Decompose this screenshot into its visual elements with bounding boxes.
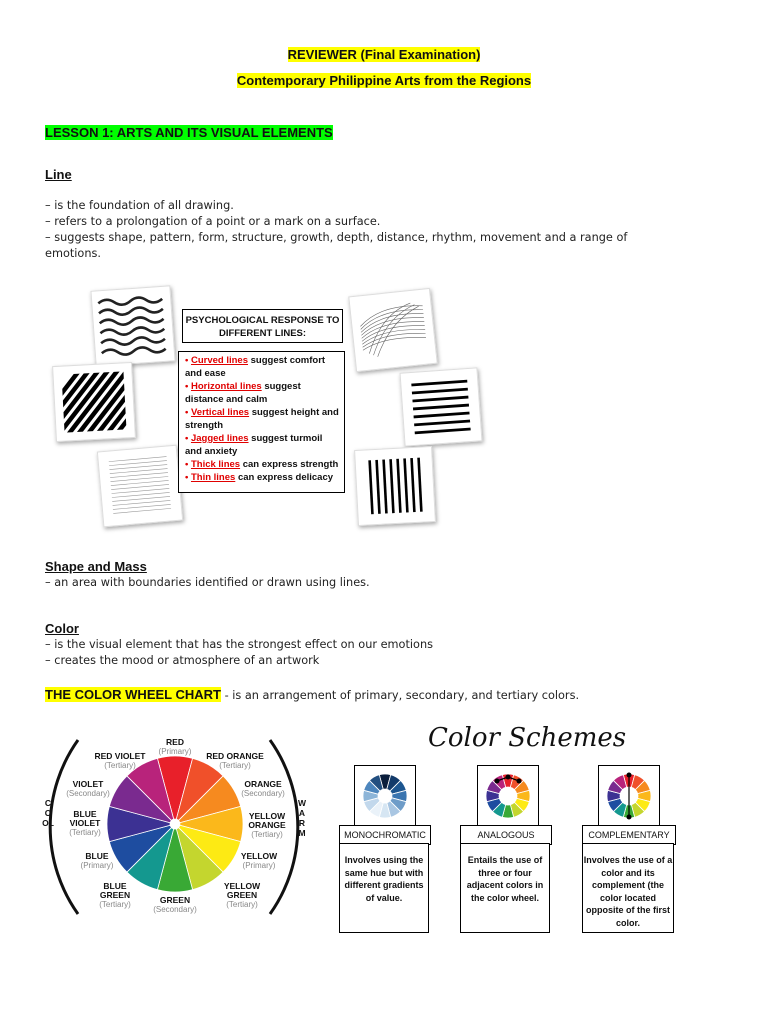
- analogous-icon: [477, 765, 539, 827]
- wheel-label-orange: ORANGE (Secondary): [241, 779, 285, 798]
- wheel-label-red-orange: RED ORANGE (Tertiary): [206, 751, 264, 770]
- wheel-label-yellow-green: YELLOW GREEN (Tertiary): [223, 881, 261, 909]
- monochromatic-label: MONOCHROMATIC: [339, 825, 431, 845]
- psych-item: • Jagged lines suggest turmoil and anxiety: [185, 433, 323, 457]
- wheel-label-blue: BLUE (Primary): [80, 851, 114, 870]
- line-item: – refers to a prolongation of a point or a mark on a surface.: [45, 215, 381, 228]
- color-wheel-desc: - is an arrangement of primary, secondary, and tertiary colors.: [220, 689, 580, 702]
- color-description: [45, 637, 433, 669]
- vertical-lines-image: [354, 446, 436, 526]
- shape-heading: Shape and Mass: [45, 559, 147, 574]
- line-item: – is the foundation of all drawing.: [45, 199, 234, 212]
- lesson-heading: [45, 125, 333, 140]
- wheel-label-yellow-orange: YELLOW ORANGE (Tertiary): [248, 811, 286, 839]
- wheel-label-blue-violet: BLUE VIOLET (Tertiary): [69, 809, 101, 837]
- color-item: – creates the mood or atmosphere of an artwork: [45, 654, 320, 667]
- shape-item: – an area with boundaries identified or drawn using lines.: [45, 576, 370, 589]
- complementary-label: COMPLEMENTARY: [582, 825, 676, 845]
- monochromatic-icon: [354, 765, 416, 827]
- document-subtitle: [0, 73, 768, 88]
- analogous-desc: Entails the use of three or four adjacent colors in the color wheel.: [460, 843, 550, 933]
- line-item: emotions.: [45, 247, 101, 260]
- warm-label: WARM: [297, 798, 307, 838]
- document-title-text: REVIEWER (Final Examination): [287, 47, 481, 62]
- document-title: [0, 47, 768, 62]
- monochromatic-desc: Involves using the same hue but with different gradients of value.: [339, 843, 429, 933]
- psych-title: PSYCHOLOGICAL RESPONSE TO DIFFERENT LINES:: [185, 315, 340, 339]
- line-description: [45, 198, 735, 262]
- psych-title-box: [182, 309, 343, 343]
- wheel-label-yellow: YELLOW (Primary): [240, 851, 278, 870]
- psych-item: • Thin lines can express delicacy: [185, 472, 334, 483]
- psych-item: • Curved lines suggest comfort and ease: [185, 355, 326, 379]
- wavy-lines-image: [90, 285, 175, 366]
- color-wheel-label: THE COLOR WHEEL CHART: [45, 687, 221, 702]
- line-item: – suggests shape, pattern, form, structure, growth, depth, distance, rhythm, movement and a range of: [45, 231, 628, 244]
- diagonal-lines-image: [52, 362, 136, 442]
- psych-item: • Thick lines can express strength: [185, 459, 339, 470]
- wheel-label-blue-green: BLUE GREEN (Tertiary): [99, 881, 131, 909]
- color-wheel-line: [45, 684, 579, 704]
- horizontal-lines-image: [400, 367, 483, 446]
- wheel-label-red-violet: RED VIOLET (Tertiary): [94, 751, 146, 770]
- psych-item: • Horizontal lines suggest distance and calm: [185, 381, 301, 405]
- color-wheel-chart: [38, 728, 310, 924]
- line-heading: Line: [45, 167, 72, 182]
- complementary-icon: [598, 765, 660, 827]
- curved-lines-image: [348, 288, 437, 372]
- psych-list-box: [178, 351, 345, 493]
- wheel-label-red: RED (Primary): [158, 737, 192, 756]
- analogous-label: ANALOGOUS: [460, 825, 552, 845]
- wheel-label-green: GREEN (Secondary): [153, 895, 197, 914]
- color-schemes-title: Color Schemes: [428, 723, 627, 753]
- thin-lines-image: [97, 445, 183, 528]
- color-heading: Color: [45, 621, 79, 636]
- psych-item: • Vertical lines suggest height and strength: [185, 407, 339, 431]
- complementary-desc: Involves the use of a color and its complement (the color located opposite of the first color.: [582, 843, 674, 933]
- wheel-label-violet: VIOLET (Secondary): [66, 779, 110, 798]
- color-item: – is the visual element that has the strongest effect on our emotions: [45, 638, 433, 651]
- lesson-heading-text: LESSON 1: ARTS AND ITS VISUAL ELEMENTS: [45, 125, 333, 140]
- cool-label: COOL: [42, 798, 54, 828]
- document-subtitle-text: Contemporary Philippine Arts from the Regions: [236, 73, 532, 88]
